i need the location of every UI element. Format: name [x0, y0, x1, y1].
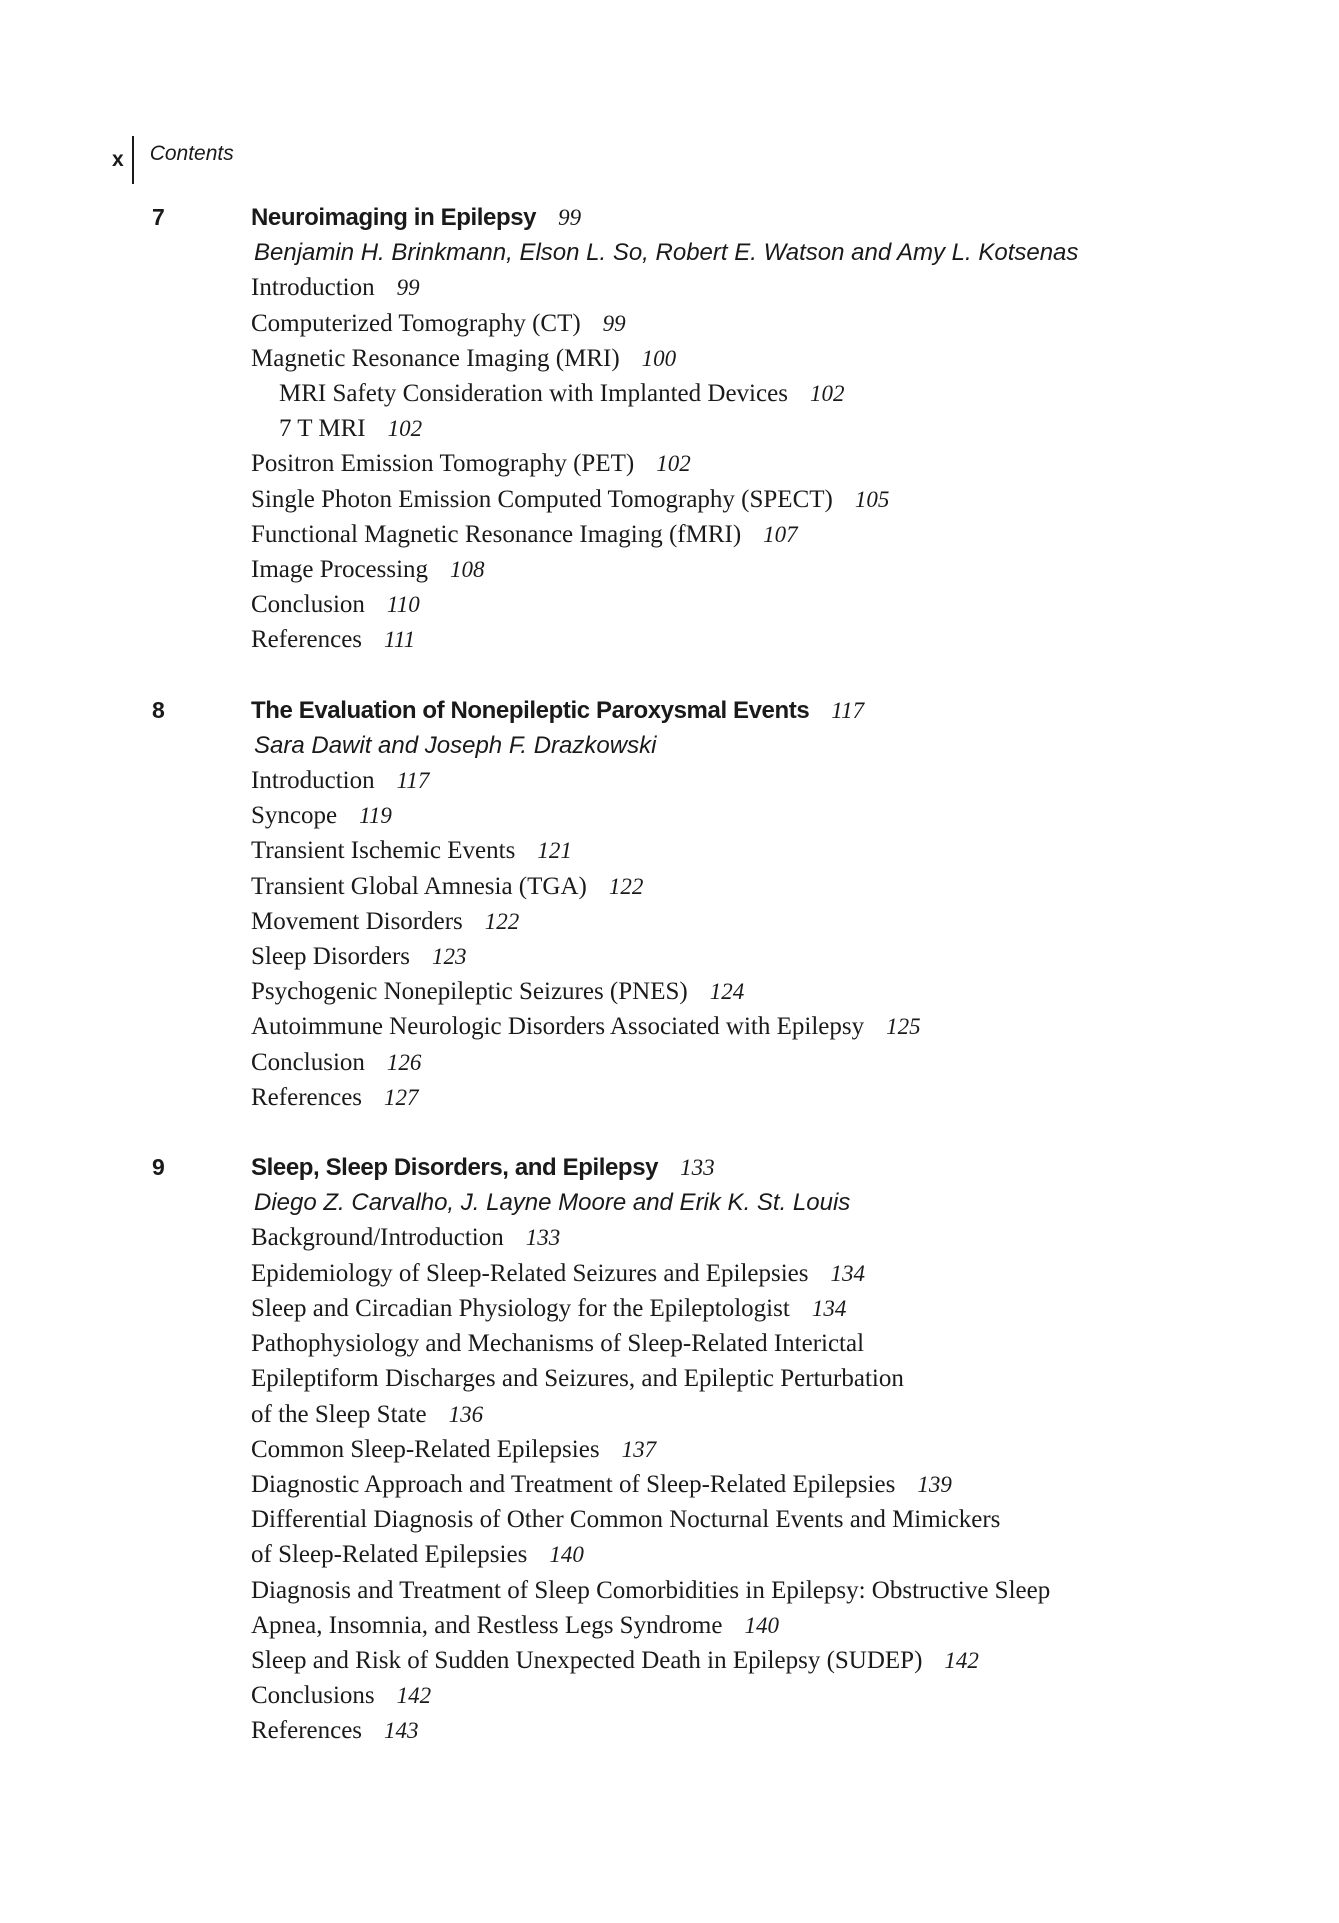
entry-page: 99 — [396, 275, 420, 301]
entry-title: References — [251, 1083, 363, 1111]
toc-entry — [251, 1643, 1339, 1678]
entry-title: Movement Disorders — [251, 907, 463, 935]
entry-page: 139 — [917, 1471, 952, 1497]
entry-title: Sleep and Risk of Sudden Unexpected Death in Epilepsy (SUDEP) — [251, 1646, 923, 1674]
entry-page: 99 — [602, 310, 626, 336]
chapter-title-line — [251, 693, 1339, 728]
chapter-page: 117 — [831, 697, 865, 723]
entry-title: Autoimmune Neurologic Disorders Associated with Epilepsy — [251, 1013, 865, 1041]
toc-entry — [251, 798, 1339, 833]
entry-page: 105 — [854, 486, 890, 512]
chapter-authors: Sara Dawit and Joseph F. Drazkowski — [254, 731, 657, 759]
entry-page: 119 — [359, 803, 392, 829]
toc-entry — [251, 1080, 1339, 1115]
chapter-title: Neuroimaging in Epilepsy — [251, 204, 537, 231]
entry-page: 142 — [396, 1683, 432, 1709]
toc-entry — [251, 833, 1339, 868]
entry-page: 133 — [525, 1225, 561, 1251]
entry-page: 127 — [384, 1084, 419, 1110]
entry-title: Pathophysiology and Mechanisms of Sleep-Related Interictal — [251, 1330, 865, 1358]
chapter-body — [251, 1150, 1339, 1748]
chapter-8 — [0, 693, 1339, 1115]
entry-title: Background/Introduction — [251, 1224, 504, 1252]
chapter-page: 133 — [680, 1155, 715, 1181]
entry-title: Conclusion — [251, 1048, 365, 1076]
entry-title: Introduction — [251, 274, 375, 302]
entry-title: Transient Ischemic Events — [251, 837, 516, 865]
entry-title: Sleep Disorders — [251, 943, 410, 971]
entry-title: Single Photon Emission Computed Tomography (SPECT) — [251, 485, 833, 513]
toc-entry — [251, 904, 1339, 939]
toc-entry — [251, 446, 1339, 481]
entry-title: Epidemiology of Sleep-Related Seizures and Epilepsies — [251, 1259, 809, 1287]
entry-page: 102 — [809, 381, 845, 407]
chapter-body — [251, 200, 1339, 658]
chapter-number: 8 — [152, 696, 165, 723]
entry-title: Psychogenic Nonepileptic Seizures (PNES) — [251, 978, 688, 1006]
entry-title: Transient Global Amnesia (TGA) — [251, 872, 587, 900]
toc-entry — [251, 1045, 1339, 1080]
entry-page: 140 — [549, 1542, 584, 1568]
chapter-title-line — [251, 1150, 1339, 1185]
toc-entry — [251, 587, 1339, 622]
toc-entry — [251, 1608, 1339, 1643]
entry-title: 7 T MRI — [279, 415, 366, 443]
entry-title: of Sleep-Related Epilepsies — [251, 1541, 528, 1569]
toc-entry — [251, 1291, 1339, 1326]
chapter-number: 7 — [152, 204, 165, 230]
page-number: x — [112, 148, 124, 171]
entry-title: Positron Emission Tomography (PET) — [251, 450, 635, 478]
chapter-title: Sleep, Sleep Disorders, and Epilepsy — [251, 1154, 659, 1182]
toc-entry — [251, 1397, 1339, 1432]
entry-page: 122 — [484, 908, 520, 934]
entry-page: 137 — [621, 1436, 657, 1462]
toc-entry — [251, 306, 1339, 341]
entry-page: 143 — [384, 1718, 419, 1744]
entry-title: Diagnostic Approach and Treatment of Sleep-Related Epilepsies — [251, 1470, 896, 1498]
toc-entry — [251, 270, 1339, 305]
toc-entry — [251, 622, 1339, 657]
toc-entry — [251, 1467, 1339, 1502]
toc-entry — [251, 1573, 1339, 1608]
table-of-contents — [0, 200, 1339, 1784]
toc-entry — [251, 1678, 1339, 1713]
chapter-title-line — [251, 200, 1339, 235]
toc-entry — [251, 763, 1339, 798]
chapter-body — [251, 693, 1339, 1115]
chapter-authors: Benjamin H. Brinkmann, Elson L. So, Robert E. Watson and Amy L. Kotsenas — [254, 239, 1079, 267]
entry-title: MRI Safety Consideration with Implanted Devices — [279, 380, 788, 408]
toc-entry — [251, 974, 1339, 1009]
entry-title: of the Sleep State — [251, 1400, 427, 1428]
entry-title: Syncope — [251, 802, 338, 830]
toc-subentry — [251, 376, 1339, 411]
toc-entry — [251, 869, 1339, 904]
toc-entry — [251, 1009, 1339, 1044]
entry-title: Image Processing — [251, 556, 429, 584]
toc-entry — [251, 1220, 1339, 1255]
chapter-page: 99 — [558, 205, 582, 230]
entry-page: 100 — [641, 345, 677, 371]
chapter-title: The Evaluation of Nonepileptic Paroxysmal Events — [251, 696, 810, 724]
toc-entry — [251, 939, 1339, 974]
toc-entry — [251, 552, 1339, 587]
toc-entry — [251, 1326, 1339, 1361]
entry-page: 134 — [811, 1295, 847, 1321]
entry-page: 110 — [386, 592, 420, 618]
toc-entry — [251, 1713, 1339, 1748]
toc-entry — [251, 1256, 1339, 1291]
chapter-authors: Diego Z. Carvalho, J. Layne Moore and Erik K. St. Louis — [254, 1189, 851, 1217]
entry-page: 126 — [386, 1049, 422, 1075]
entry-title: Diagnosis and Treatment of Sleep Comorbidities in Epilepsy: Obstructive Sleep — [251, 1576, 1051, 1604]
running-head — [112, 136, 234, 184]
entry-title: Apnea, Insomnia, and Restless Legs Syndrome — [251, 1611, 723, 1639]
entry-title: Sleep and Circadian Physiology for the Epileptologist — [251, 1294, 790, 1322]
chapter-9 — [0, 1150, 1339, 1748]
entry-page: 125 — [886, 1014, 921, 1040]
entry-page: 124 — [709, 979, 745, 1005]
entry-page: 136 — [448, 1401, 484, 1427]
entry-page: 121 — [537, 838, 572, 864]
running-head-label: Contents — [149, 142, 234, 165]
entry-page: 107 — [763, 521, 798, 547]
running-head-divider — [132, 136, 134, 184]
entry-page: 134 — [830, 1260, 865, 1286]
toc-entry — [251, 1502, 1339, 1537]
entry-page: 140 — [744, 1612, 779, 1638]
toc-entry — [251, 482, 1339, 517]
entry-page: 111 — [384, 627, 416, 653]
entry-title: References — [251, 626, 363, 654]
toc-entry — [251, 1432, 1339, 1467]
entry-title: Common Sleep-Related Epilepsies — [251, 1435, 600, 1463]
chapter-number: 9 — [152, 1154, 165, 1181]
entry-page: 102 — [656, 451, 691, 477]
entry-page: 108 — [450, 557, 485, 583]
toc-entry — [251, 517, 1339, 552]
toc-entry — [251, 341, 1339, 376]
entry-title: References — [251, 1717, 363, 1745]
entry-title: Epileptiform Discharges and Seizures, and Epileptic Perturbation — [251, 1365, 904, 1393]
entry-title: Magnetic Resonance Imaging (MRI) — [251, 344, 620, 372]
entry-title: Conclusions — [251, 1682, 375, 1710]
toc-entry — [251, 1361, 1339, 1396]
entry-page: 142 — [944, 1647, 979, 1673]
entry-title: Conclusion — [251, 591, 365, 619]
entry-page: 117 — [396, 768, 430, 794]
entry-page: 102 — [387, 416, 423, 442]
entry-title: Functional Magnetic Resonance Imaging (fMRI) — [251, 520, 742, 548]
entry-page: 122 — [608, 873, 644, 899]
entry-title: Computerized Tomography (CT) — [251, 309, 581, 337]
toc-entry — [251, 1537, 1339, 1572]
entry-page: 123 — [432, 944, 467, 970]
entry-title: Differential Diagnosis of Other Common Nocturnal Events and Mimickers — [251, 1506, 1001, 1534]
chapter-7 — [0, 200, 1339, 658]
entry-title: Introduction — [251, 767, 375, 795]
toc-subentry — [251, 411, 1339, 446]
